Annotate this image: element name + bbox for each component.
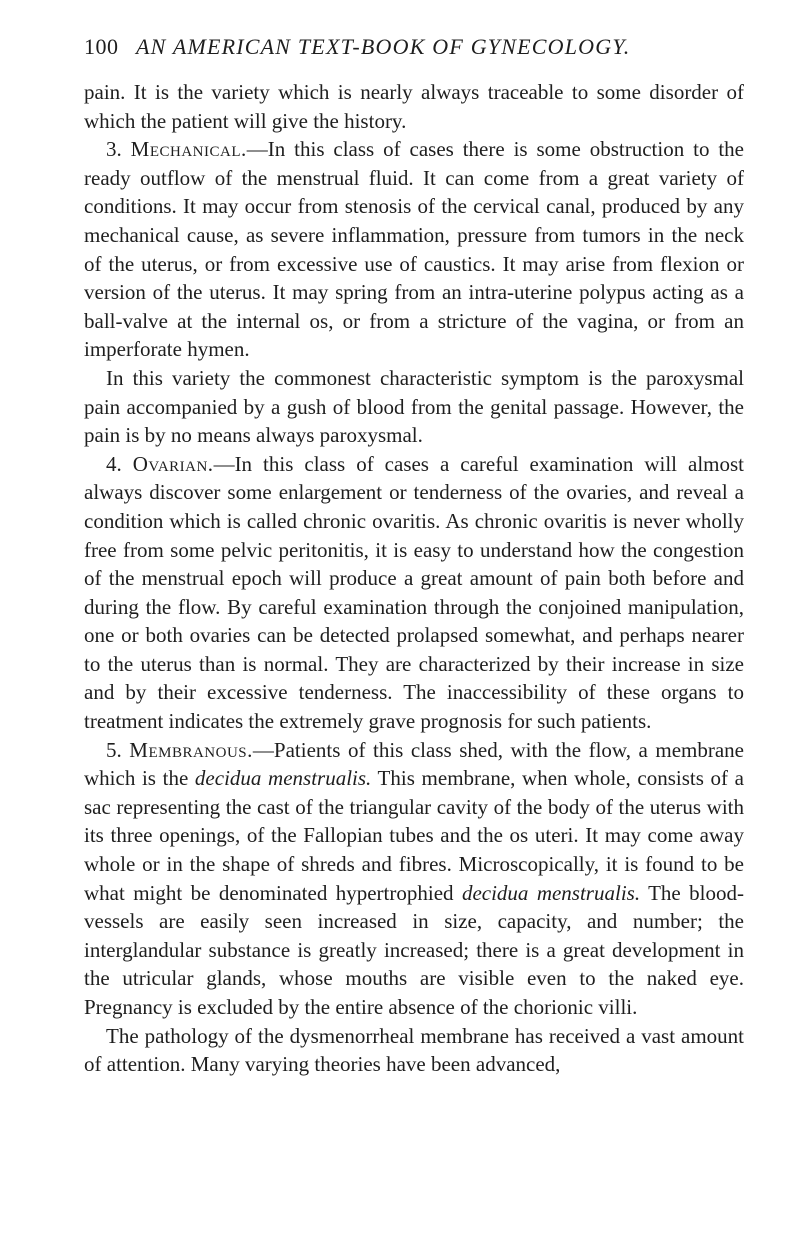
section-heading: Mechanical. bbox=[130, 137, 247, 162]
paragraph-continuation bbox=[84, 78, 744, 135]
paragraph-membranous bbox=[84, 736, 744, 1022]
paragraph-mechanical-symptom bbox=[84, 364, 744, 450]
italic-term: decidua menstrualis. bbox=[194, 766, 372, 791]
section-number: 5. bbox=[106, 737, 122, 762]
page-header bbox=[84, 34, 744, 78]
paragraph-text: —In this class of cases a careful examination will almost always discover some enlargement or tenderness of the ovaries, and reveal a condition which is called chronic ovaritis. As chronic ovaritis is never wholly free from some pelvic peritonitis, it is easy to understand how the congestion of the menstrual epoch will produce a great amount of pain both before and during the flow. By careful examination through the conjoined manipulation, one or both ovaries can be detected prolapsed somewhat, and perhaps nearer to the uterus than is normal. They are characterized by their increase in size and by their excessive tenderness. The inaccessibility of these organs to treatment indicates the extremely grave prognosis for such patients. bbox=[84, 451, 745, 734]
paragraph-text: This membrane, when whole, consists of a sac representing the cast of the triangular cavity of the body of the uterus with its three openings, of the Fallopian tubes and the os uteri. It may come away whole or in the shape of shreds and fibres. Microscopically, it is found to be what might be denominated hypertrophied bbox=[84, 766, 744, 905]
paragraph-text: pain. It is the variety which is nearly always traceable to some disorder of which the patient will give the history. bbox=[84, 80, 744, 133]
body-text bbox=[84, 78, 744, 1079]
paragraph-mechanical bbox=[84, 135, 744, 364]
section-number: 4. bbox=[106, 451, 122, 476]
paragraph-pathology bbox=[84, 1022, 744, 1079]
paragraph-text: —In this class of cases there is some obstruction to the ready outflow of the menstrual fluid. It can come from a great variety of conditions. It may occur from stenosis of the cervical canal, produced by any mechanical cause, as severe inflammation, pressure from tumors in the neck of the uterus, or from excessive use of caustics. It may arise from flexion or version of the uterus. It may spring from an intra-uterine polypus acting as a ball-valve at the internal os, or from a stricture of the vagina, or from an imperforate hymen. bbox=[84, 137, 744, 362]
page-number: 100 bbox=[84, 34, 119, 59]
section-number: 3. bbox=[106, 137, 122, 162]
paragraph-text: The pathology of the dysmenorrheal membrane has received a vast amount of attention. Many varying theories have been advanced, bbox=[84, 1023, 744, 1077]
section-heading: Membranous. bbox=[129, 737, 253, 762]
paragraph-ovarian bbox=[84, 450, 744, 736]
paragraph-text: —Patients of this class shed, with the flow, a membrane which is the bbox=[84, 737, 744, 791]
section-heading: Ovarian. bbox=[132, 451, 214, 476]
running-title: AN AMERICAN TEXT-BOOK OF GYNECOLOGY. bbox=[136, 34, 631, 59]
italic-term: decidua menstrualis. bbox=[461, 880, 641, 905]
paragraph-text: In this variety the commonest characteristic symptom is the paroxysmal pain accompanied by a gush of blood from the genital passage. However, the pain is by no means always paroxysmal. bbox=[84, 365, 744, 448]
paragraph-text: The blood-vessels are easily seen increased in size, capacity, and number; the interglandular substance is greatly increased; there is a great development in the utricular glands, whose mouths are visible even to the naked eye. Pregnancy is excluded by the entire absence of the chorionic villi. bbox=[84, 880, 744, 1019]
